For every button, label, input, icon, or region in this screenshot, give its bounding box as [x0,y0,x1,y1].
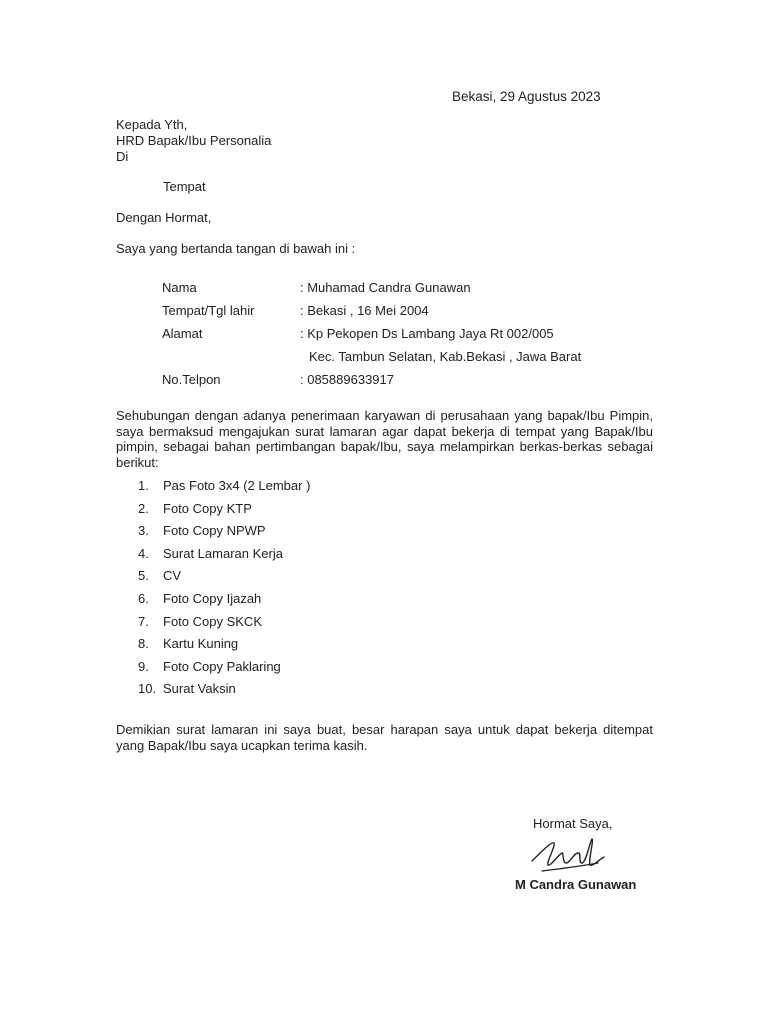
recipient-line-2: HRD Bapak/Ibu Personalia [116,133,272,148]
identity-row-address-cont [162,348,581,371]
identity-row-phone [162,371,581,394]
address-value-continued: Kec. Tambun Selatan, Kab.Bekasi , Jawa Barat [309,349,582,364]
list-item-number: 9. [138,658,149,674]
attachment-list [138,477,310,703]
list-item-text: CV [163,568,182,584]
list-item-number: 2. [138,500,149,516]
list-item [138,635,310,658]
identity-row-name [162,279,581,302]
list-item [138,567,310,590]
recipient-line-3: Di [116,149,129,164]
recipient-block [116,117,271,165]
list-item [138,613,310,636]
list-item-number: 7. [138,613,149,629]
birth-label: Tempat/Tgl lahir [162,303,255,318]
name-label: Nama [162,280,197,295]
recipient-line-1: Kepada Yth, [116,117,188,132]
list-item [138,477,310,500]
greeting: Dengan Hormat, [116,210,212,225]
list-item-text: Foto Copy Ijazah [163,590,262,606]
name-value: : Muhamad Candra Gunawan [300,280,471,295]
recipient-place: Tempat [163,179,206,194]
list-item-number: 8. [138,636,149,652]
closing-salutation: Hormat Saya, [533,816,613,831]
list-item-number: 3. [138,523,149,539]
intro-sentence: Saya yang bertanda tangan di bawah ini : [116,241,356,256]
list-item-text: Kartu Kuning [163,636,239,652]
body-paragraph-2: Demikian surat lamaran ini saya buat, besar harapan saya untuk dapat bekerja ditempat yang Bapak/Ibu saya ucapkan terima kasih. [116,722,653,753]
birth-value: : Bekasi , 16 Mei 2004 [300,303,429,318]
identity-row-birth [162,302,581,325]
list-item-text: Pas Foto 3x4 (2 Lembar ) [163,478,311,493]
address-value: : Kp Pekopen Ds Lambang Jaya Rt 002/005 [300,326,554,341]
identity-table [162,279,581,394]
list-item [138,680,310,703]
list-item-number: 1. [138,478,149,493]
signer-name: M Candra Gunawan [515,877,637,892]
list-item-text: Foto Copy SKCK [163,613,262,629]
address-label: Alamat [162,326,203,341]
body-paragraph-1: Sehubungan dengan adanya penerimaan karyawan di perusahaan yang bapak/Ibu Pimpin, saya bermaksud mengajukan surat lamaran agar dapat bekerja di tempat yang Bapak/Ibu pimpin, sebagai bahan pertimbangan bapak/Ibu, saya melampirkan berkas-berkas sebagai berikut: [116,408,653,470]
list-item-number: 5. [138,568,149,584]
list-item [138,545,310,568]
list-item-text: Foto Copy KTP [163,500,252,516]
list-item-text: Foto Copy NPWP [163,523,266,539]
list-item-text: Foto Copy Paklaring [163,658,281,674]
identity-row-address [162,325,581,348]
list-item-text: Surat Lamaran Kerja [163,545,283,561]
phone-label: No.Telpon [162,372,221,387]
list-item-text: Surat Vaksin [163,681,236,697]
list-item [138,590,310,613]
list-item-number: 4. [138,545,149,561]
phone-value: : 085889633917 [300,372,394,387]
list-item-number: 6. [138,590,149,606]
handwritten-signature [528,833,608,875]
list-item [138,658,310,681]
list-item [138,500,310,523]
letter-date: Bekasi, 29 Agustus 2023 [452,89,601,104]
signature-stroke-main [532,839,604,865]
list-item [138,522,310,545]
list-item-number: 10. [138,681,157,697]
